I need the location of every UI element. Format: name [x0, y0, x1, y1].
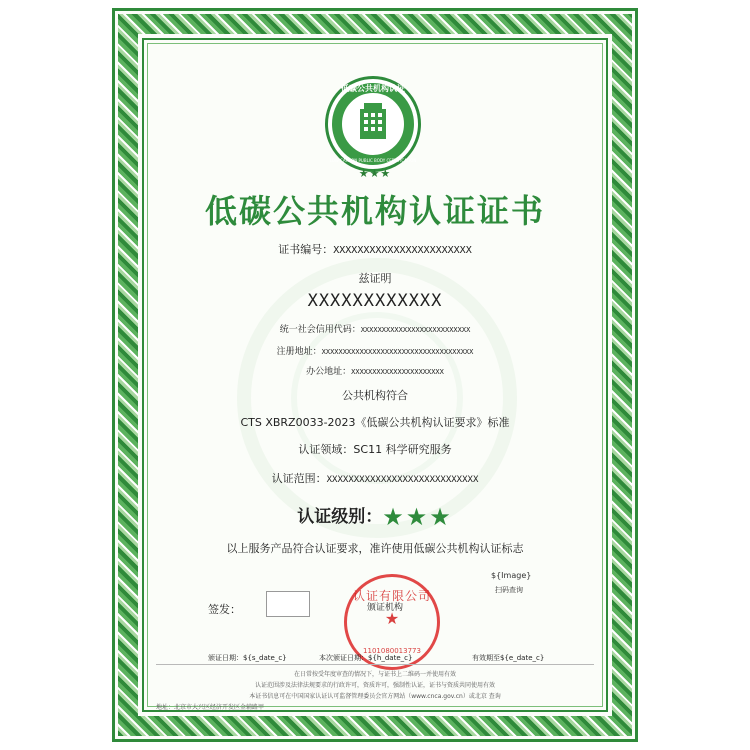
footer-line-3: 本证书信息可在中国国家认证认可监督管理委员会官方网站（www.cnca.gov.cn）或北京 查询 [249, 693, 501, 700]
logo-bottom-text: LOW CARBON PUBLIC BODY CERTIFICATION [329, 158, 417, 163]
qr-image-placeholder: ${Image} [491, 571, 532, 580]
cert-scope-value: XXXXXXXXXXXXXXXXXXXXXXXXXXXX [326, 475, 479, 485]
footer-address: 地址：北京市大兴区经济开发区金辅路甲 [156, 704, 265, 711]
signature-box [266, 591, 310, 617]
logo-stars: ★★★ [358, 167, 392, 180]
footer-divider [156, 664, 594, 665]
issue-date: 颁证日期：${s_date_c} [208, 654, 287, 662]
standard-text: CTS XBRZ0033-2023《低碳公共机构认证要求》标准 [240, 416, 510, 429]
renew-date: 本次颁证日期：${h_date_c} [319, 654, 413, 662]
sign-label: 签发： [208, 603, 241, 616]
cert-scope-label: 认证范围： [271, 472, 327, 485]
seal-text: 认证有限公司 [352, 589, 431, 603]
cert-level-row [112, 502, 638, 531]
seal-star-icon: ★ [384, 609, 400, 628]
footer-line-2: 认证范围涉及法律法规要求的行政许可，资质许可，强制性认证，证书与资质共同使用有效 [254, 682, 495, 689]
credit-code-value: XXXXXXXXXXXXXXXXXXXXXXXXXX [360, 326, 471, 334]
expire-date: 有效期至${e_date_c} [472, 654, 545, 662]
issuer-label: 颁证机构 [367, 603, 404, 613]
hereby-text: 兹证明 [358, 272, 392, 285]
cert-field-row [112, 441, 638, 457]
credit-code-row [112, 322, 638, 335]
certificate-sheet [112, 8, 638, 742]
credit-code-label: 统一社会信用代码： [279, 325, 361, 335]
office-address-row [112, 364, 638, 377]
cert-field-label: 认证领域： [298, 443, 354, 456]
cert-number-value: XXXXXXXXXXXXXXXXXXXXXXX [333, 245, 472, 256]
registered-address-label: 注册地址： [276, 347, 322, 357]
organization-name: XXXXXXXXXXXX [307, 291, 443, 311]
registered-address-row [112, 344, 638, 357]
building-icon [356, 101, 390, 141]
office-address-value: XXXXXXXXXXXXXXXXXXXXXX [351, 368, 444, 376]
certification-logo [325, 76, 421, 172]
cert-field-value: SC11 科学研究服务 [353, 443, 452, 456]
cert-scope-row [112, 470, 638, 486]
scan-query-text: 扫码查询 [495, 586, 523, 594]
logo-top-text: 低碳公共机构认证 [341, 84, 405, 93]
footer-line-1: 在日常按受年度审查的情况下，与证书上二维码一并使用有效 [293, 671, 456, 678]
certificate-title: 低碳公共机构认证证书 [204, 192, 545, 230]
seal-number: 1101080013773 [363, 647, 421, 655]
statement-text: 以上服务产品符合认证要求，准许使用低碳公共机构认证标志 [226, 542, 524, 555]
conforms-text: 公共机构符合 [342, 389, 408, 402]
cert-number-label: 证书编号： [278, 243, 334, 256]
office-address-label: 办公地址： [306, 367, 352, 377]
registered-address-value: XXXXXXXXXXXXXXXXXXXXXXXXXXXXXXXXXXXX [321, 348, 474, 356]
cert-level-label: 认证级别： [297, 507, 383, 527]
cert-number-row [112, 241, 638, 257]
cert-level-stars: ★★★ [382, 503, 453, 531]
